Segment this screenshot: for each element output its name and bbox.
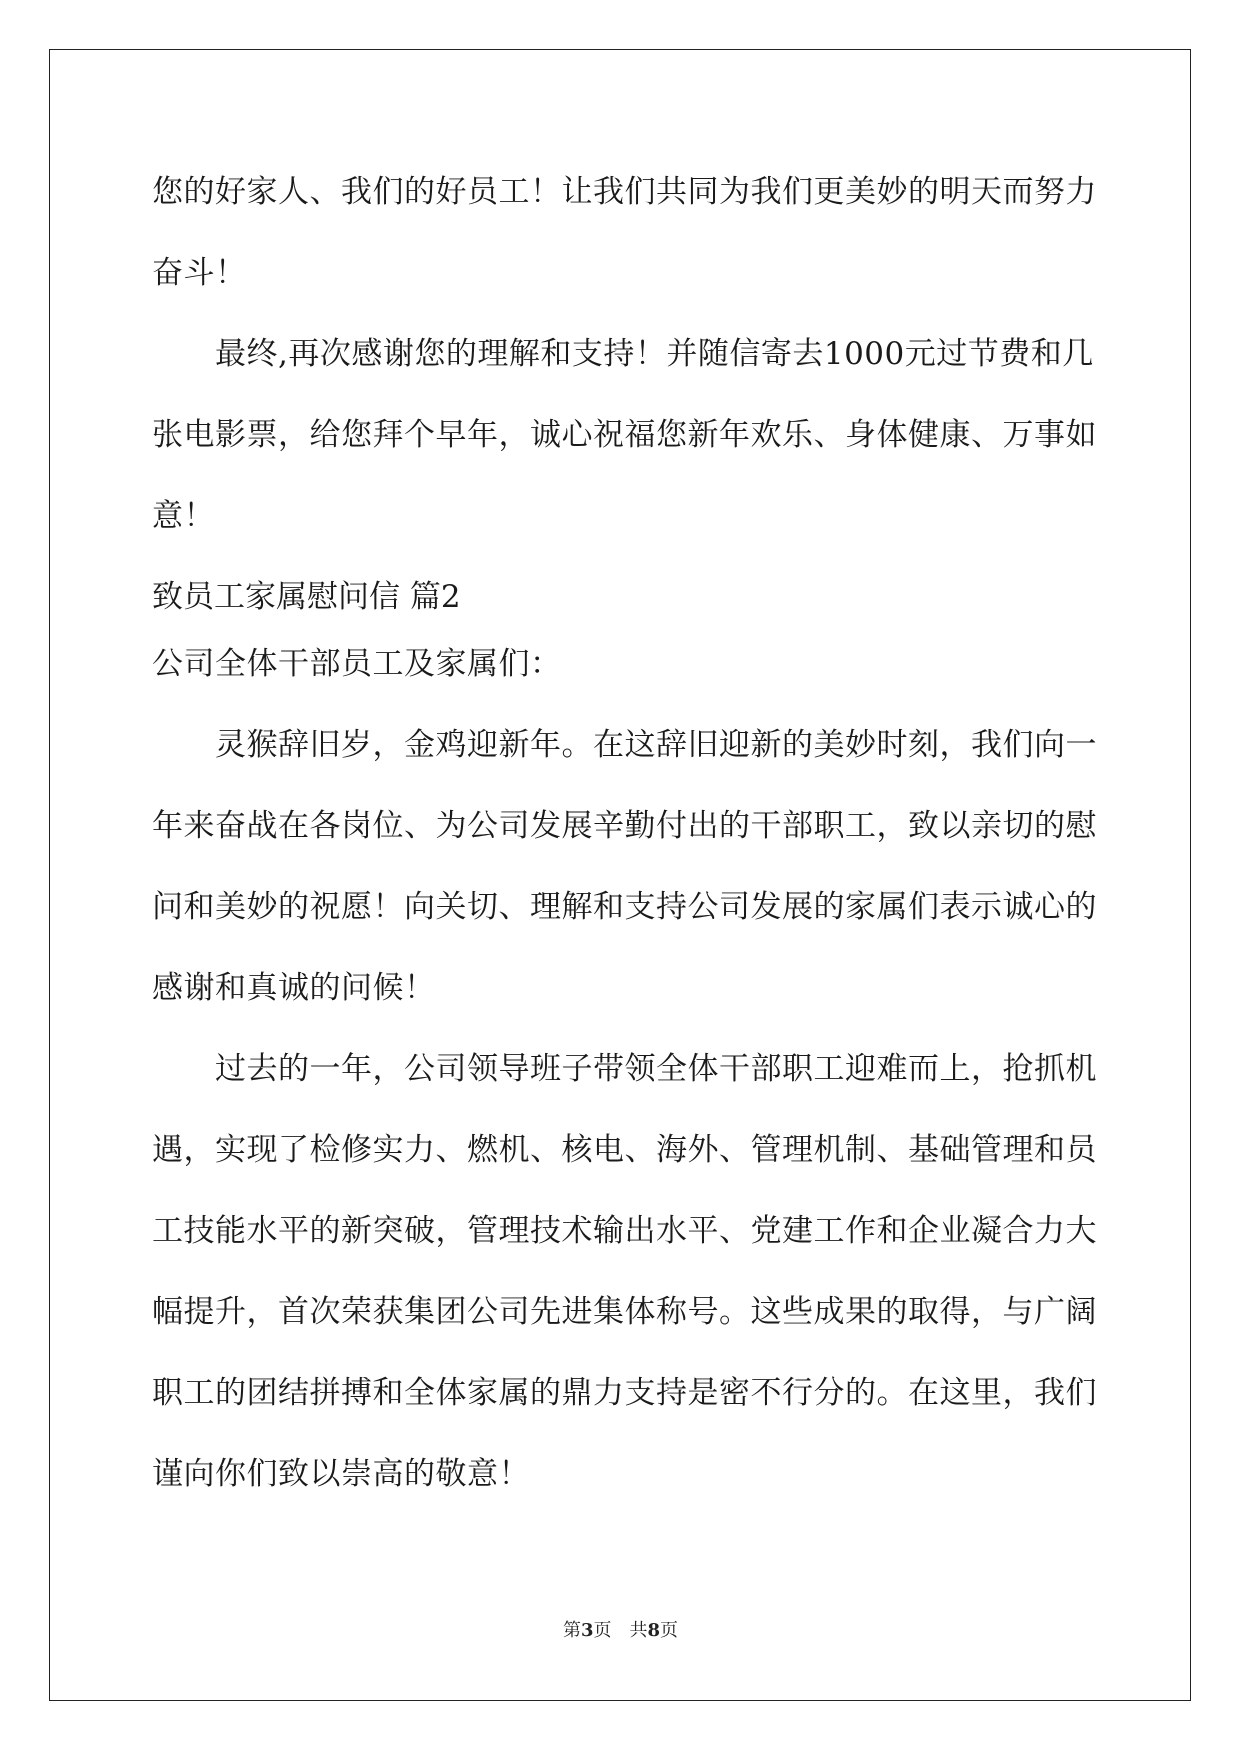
text-line: 问和美妙的祝愿！向关切、理解和支持公司发展的家属们表示诚心的: [152, 889, 1097, 925]
page-number: 3: [580, 1620, 594, 1641]
footer-middle: 页 共: [593, 1620, 648, 1641]
text-line: 灵猴辞旧岁，金鸡迎新年。在这辞旧迎新的美妙时刻，我们向一: [152, 727, 1097, 763]
text-line: 张电影票，给您拜个早年，诚心祝福您新年欢乐、身体健康、万事如: [152, 417, 1097, 453]
footer-suffix: 页: [660, 1620, 679, 1641]
letter-body: [152, 164, 1097, 1527]
text-line: 年来奋战在各岗位、为公司发展辛勤付出的干部职工，致以亲切的慰: [152, 808, 1097, 844]
text-line: 谨向你们致以崇高的敬意！: [152, 1456, 530, 1492]
text-line: 职工的团结拼搏和全体家属的鼎力支持是密不行分的。在这里，我们: [152, 1375, 1097, 1411]
salutation: 公司全体干部员工及家属们：: [152, 646, 562, 682]
text-line: 最终,再次感谢您的理解和支持！并随信寄去1000元过节费和几: [152, 336, 1094, 372]
text-line: 遇，实现了检修实力、燃机、核电、海外、管理机制、基础管理和员: [152, 1132, 1097, 1168]
text-line: 意！: [152, 498, 215, 534]
text-line: 过去的一年，公司领导班子带领全体干部职工迎难而上，抢抓机: [152, 1051, 1097, 1087]
page-footer: [0, 1616, 1241, 1642]
text-line: 幅提升，首次荣获集团公司先进集体称号。这些成果的取得，与广阔: [152, 1294, 1097, 1330]
text-line: 工技能水平的新突破，管理技术输出水平、党建工作和企业凝合力大: [152, 1213, 1097, 1249]
footer-prefix: 第: [562, 1620, 581, 1641]
text-line: 奋斗！: [152, 255, 247, 291]
section-heading: 致员工家属慰问信 篇2: [152, 579, 461, 615]
text-line: 感谢和真诚的问候！: [152, 970, 436, 1006]
total-pages: 8: [647, 1620, 661, 1641]
text-line: 您的好家人、我们的好员工！让我们共同为我们更美妙的明天而努力: [152, 174, 1097, 210]
